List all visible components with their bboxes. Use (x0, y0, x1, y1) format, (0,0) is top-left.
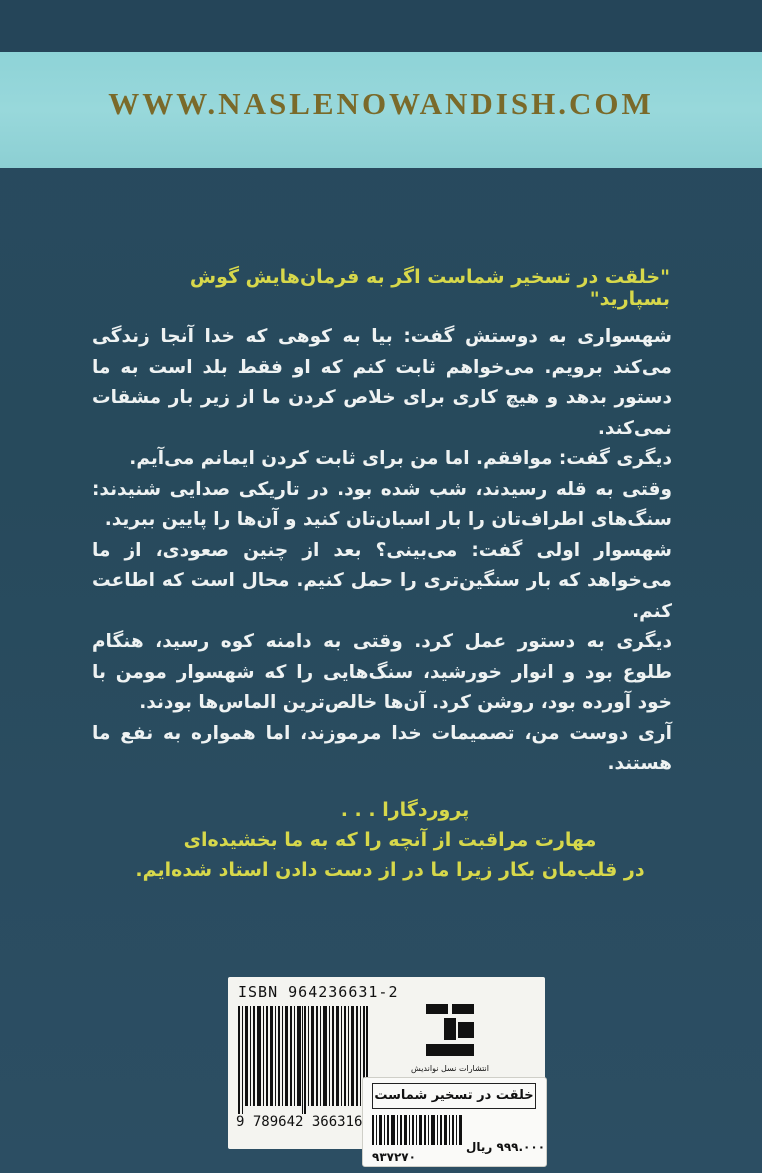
barcode-icon (238, 1006, 368, 1114)
prayer-line: در قلب‌مان بکار زیرا ما در از دست دادن استاد شده‌ایم. (135, 859, 645, 881)
book-quote: "خلقت در تسخیر شماست اگر به فرمان‌هایش گوش بسپارید" (189, 266, 670, 310)
top-strip (0, 0, 762, 52)
prayer-line: مهارت مراقبت از آنچه را که به ما بخشیده‌ای (183, 829, 597, 851)
story-text (92, 322, 672, 780)
story-paragraph: دیگری گفت: موافقم. اما من برای ثابت کردن ایمانم می‌آیم. (129, 448, 672, 469)
website-url: WWW.NASLENOWANDISH.COM (108, 86, 654, 121)
prayer-line: پروردگارا . . . (340, 799, 470, 821)
prayer-text (110, 795, 670, 885)
product-code: ۹۳۷۲۷۰ (372, 1150, 416, 1164)
story-paragraph: آری دوست من، تصمیمات خدا مرموزند، اما همواره به نفع ما هستند. (92, 722, 672, 774)
story-paragraph: شهسواری به دوستش گفت: بیا به کوهی که خدا آنجا زندگی می‌کند برویم. می‌خواهم ثابت کنم که او فقط بلد است به ما دستور بدهد و هیچ کاری برای خلاص کردن ما از زیر بار مشقات نمی‌کند. (92, 326, 672, 439)
isbn-label: ISBN 964236631-2 (238, 983, 399, 1001)
story-paragraph: دیگری به دستور عمل کرد. وقتی به دامنه کوه رسید، هنگام طلوع بود و انوار خورشید، سنگ‌هایی را که شهسوار مومن با خود آورده بود، روشن کرد. آن‌ها خالص‌ترین الماس‌ها بودند. (92, 631, 672, 713)
barcode-digits: 9 789642 366316 (236, 1114, 363, 1130)
sticker-title: خلقت در تسخیر شماست (372, 1083, 536, 1109)
publisher-logo-icon (422, 1000, 478, 1060)
sticker-barcode-icon (372, 1115, 464, 1145)
price-label: ۹۹۹.۰۰۰ ریال (466, 1140, 546, 1154)
publisher-name: انتشارات نسل نواندیش (411, 1064, 489, 1073)
story-paragraph: شهسوار اولی گفت: می‌بینی؟ بعد از چنین صعودی، از ما می‌خواهد که بار سنگین‌تری را حمل کنیم. محال است که اطاعت کنم. (92, 539, 672, 622)
story-paragraph: وقتی به قله رسیدند، شب شده بود. در تاریکی صدایی شنیدند: سنگ‌های اطراف‌تان را بار اسبان‌تان کنید و آن‌ها را پایین ببرید. (92, 478, 672, 530)
